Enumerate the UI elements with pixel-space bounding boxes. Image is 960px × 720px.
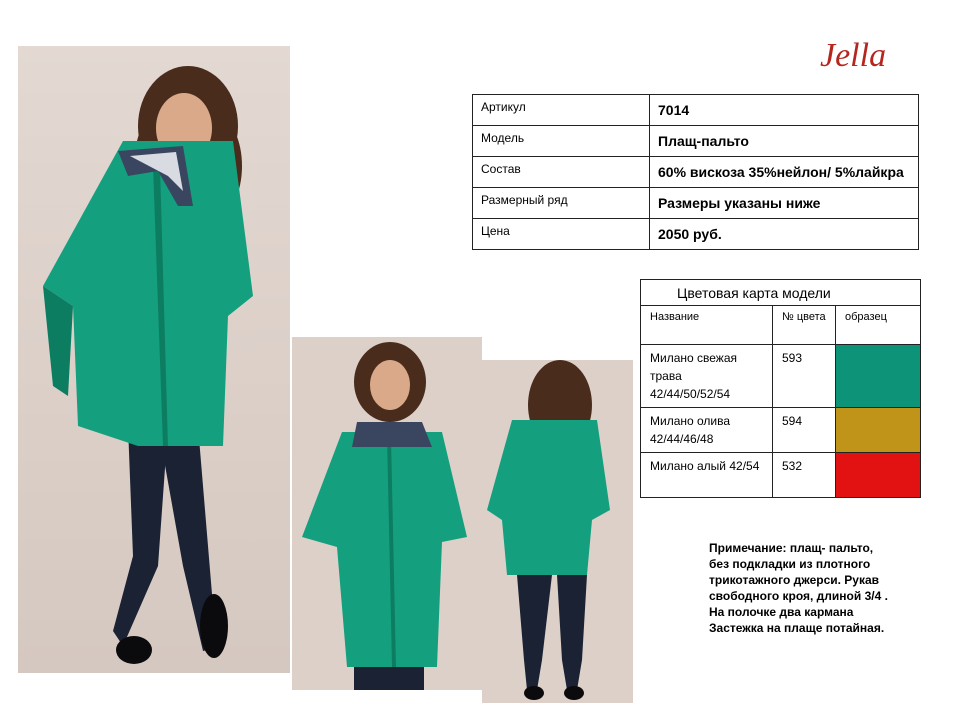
spec-row-sizes [473,188,919,219]
color-number: 594 [773,408,836,453]
note-line: без подкладки из плотного [709,557,871,571]
color-number: 532 [773,453,836,498]
color-name: Милано олива 42/44/46/48 [641,408,773,453]
model-photo-main [18,46,290,673]
model-photo-front [292,337,482,690]
spec-label: Модель [473,126,650,157]
color-row [641,408,921,453]
spec-label: Артикул [473,95,650,126]
header-number: № цвета [773,306,836,345]
product-note [709,540,929,636]
spec-label: Состав [473,157,650,188]
spec-label: Цена [473,219,650,250]
color-swatch [836,408,921,453]
color-row [641,453,921,498]
color-swatch [836,345,921,408]
note-line: Застежка на плаще потайная. [709,621,885,635]
header-name: Название [641,306,773,345]
color-number: 593 [773,345,836,408]
note-line: Примечание: плащ- пальто, [709,541,874,555]
color-name: Милано алый 42/54 [641,453,773,498]
spec-row-article [473,95,919,126]
spec-row-composition [473,157,919,188]
spec-table [472,94,919,250]
spec-value: 7014 [650,95,919,126]
color-chart-table [640,279,921,498]
brand-logo-text: Jella [820,37,887,74]
color-row [641,345,921,408]
model-photo-back [482,360,633,703]
spec-value: 2050 руб. [650,219,919,250]
color-swatch [836,453,921,498]
spec-row-price [473,219,919,250]
color-chart-title: Цветовая карта модели [641,280,921,306]
header-sample: образец [836,306,921,345]
spec-row-model [473,126,919,157]
spec-value: Плащ-пальто [650,126,919,157]
color-name: Милано свежая трава 42/44/50/52/54 [641,345,773,408]
spec-value: Размеры указаны ниже [650,188,919,219]
brand-logo [818,36,930,76]
spec-value: 60% вискоза 35%нейлон/ 5%лайкра [650,157,919,188]
note-line: трикотажного джерси. Рукав [709,573,880,587]
note-line: свободного кроя, длиной 3/4 . [709,589,888,603]
note-line: На полочке два кармана [709,605,854,619]
spec-label: Размерный ряд [473,188,650,219]
